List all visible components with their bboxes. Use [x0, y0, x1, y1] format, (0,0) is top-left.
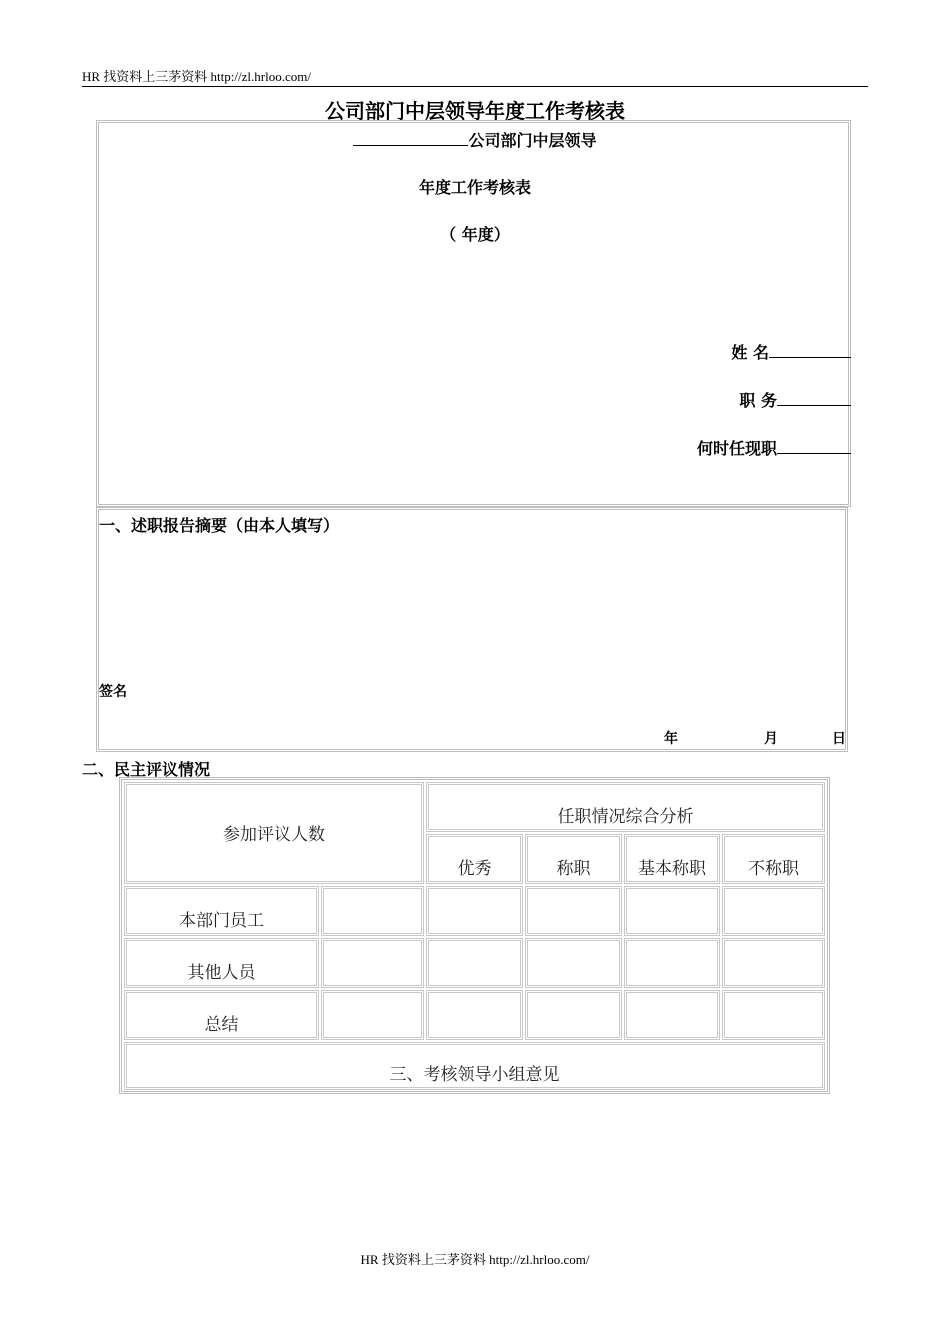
- sign-label: 签名: [99, 684, 127, 700]
- rating-incompetent: 不称职: [722, 834, 825, 884]
- table-cell: [321, 886, 424, 936]
- table-cell: [525, 938, 622, 988]
- table-cell: [722, 990, 825, 1040]
- table-cell: [426, 990, 523, 1040]
- participants-header: 参加评议人数: [124, 782, 424, 884]
- table-cell: [321, 938, 424, 988]
- table-cell: [722, 938, 825, 988]
- date-month: 月: [764, 731, 778, 747]
- date-year: 年: [664, 731, 678, 747]
- position-blank: [777, 388, 851, 406]
- report-title: 一、述职报告摘要（由本人填写）: [99, 516, 340, 535]
- page-header: HR 找资料上三茅资料 http://zl.hrloo.com/: [82, 69, 311, 84]
- cover-subtitle: 年度工作考核表: [418, 178, 531, 197]
- name-blank: [769, 340, 851, 358]
- rating-competent: 称职: [525, 834, 622, 884]
- leadership-opinion-label: 三、考核领导小组意见: [124, 1042, 825, 1090]
- org-name-blank: [353, 129, 468, 146]
- table-cell: [426, 886, 523, 936]
- date-day: 日: [832, 731, 846, 747]
- table-cell: [525, 990, 622, 1040]
- header-divider: [82, 86, 868, 87]
- page-footer: HR 找资料上三茅资料 http://zl.hrloo.com/: [360, 1252, 590, 1267]
- row-label-staff: 本部门员工: [124, 886, 319, 936]
- table-cell: [624, 886, 720, 936]
- name-label: 姓 名: [731, 343, 769, 362]
- name-field: [731, 340, 851, 363]
- since-blank: [777, 436, 851, 454]
- row-label-summary: 总结: [124, 990, 319, 1040]
- table-cell: [722, 886, 825, 936]
- table-cell: [525, 886, 622, 936]
- evaluation-title: 二、民主评议情况: [82, 760, 211, 779]
- position-field: [739, 388, 851, 411]
- document-title: 公司部门中层领导年度工作考核表: [325, 99, 625, 123]
- table-cell: [624, 990, 720, 1040]
- since-label: 何时任现职: [696, 439, 777, 458]
- rating-basically-competent: 基本称职: [624, 834, 720, 884]
- cover-year: （ 年度）: [440, 225, 510, 244]
- rating-excellent: 优秀: [426, 834, 523, 884]
- table-cell: [321, 990, 424, 1040]
- table-cell: [426, 938, 523, 988]
- cover-title: [0, 128, 950, 151]
- row-label-others: 其他人员: [124, 938, 319, 988]
- since-field: [697, 436, 851, 459]
- analysis-header: 任职情况综合分析: [426, 782, 825, 832]
- table-cell: [624, 938, 720, 988]
- report-section: [96, 507, 848, 752]
- cover-org-label: 公司部门中层领导: [468, 131, 597, 150]
- position-label: 职 务: [739, 391, 777, 410]
